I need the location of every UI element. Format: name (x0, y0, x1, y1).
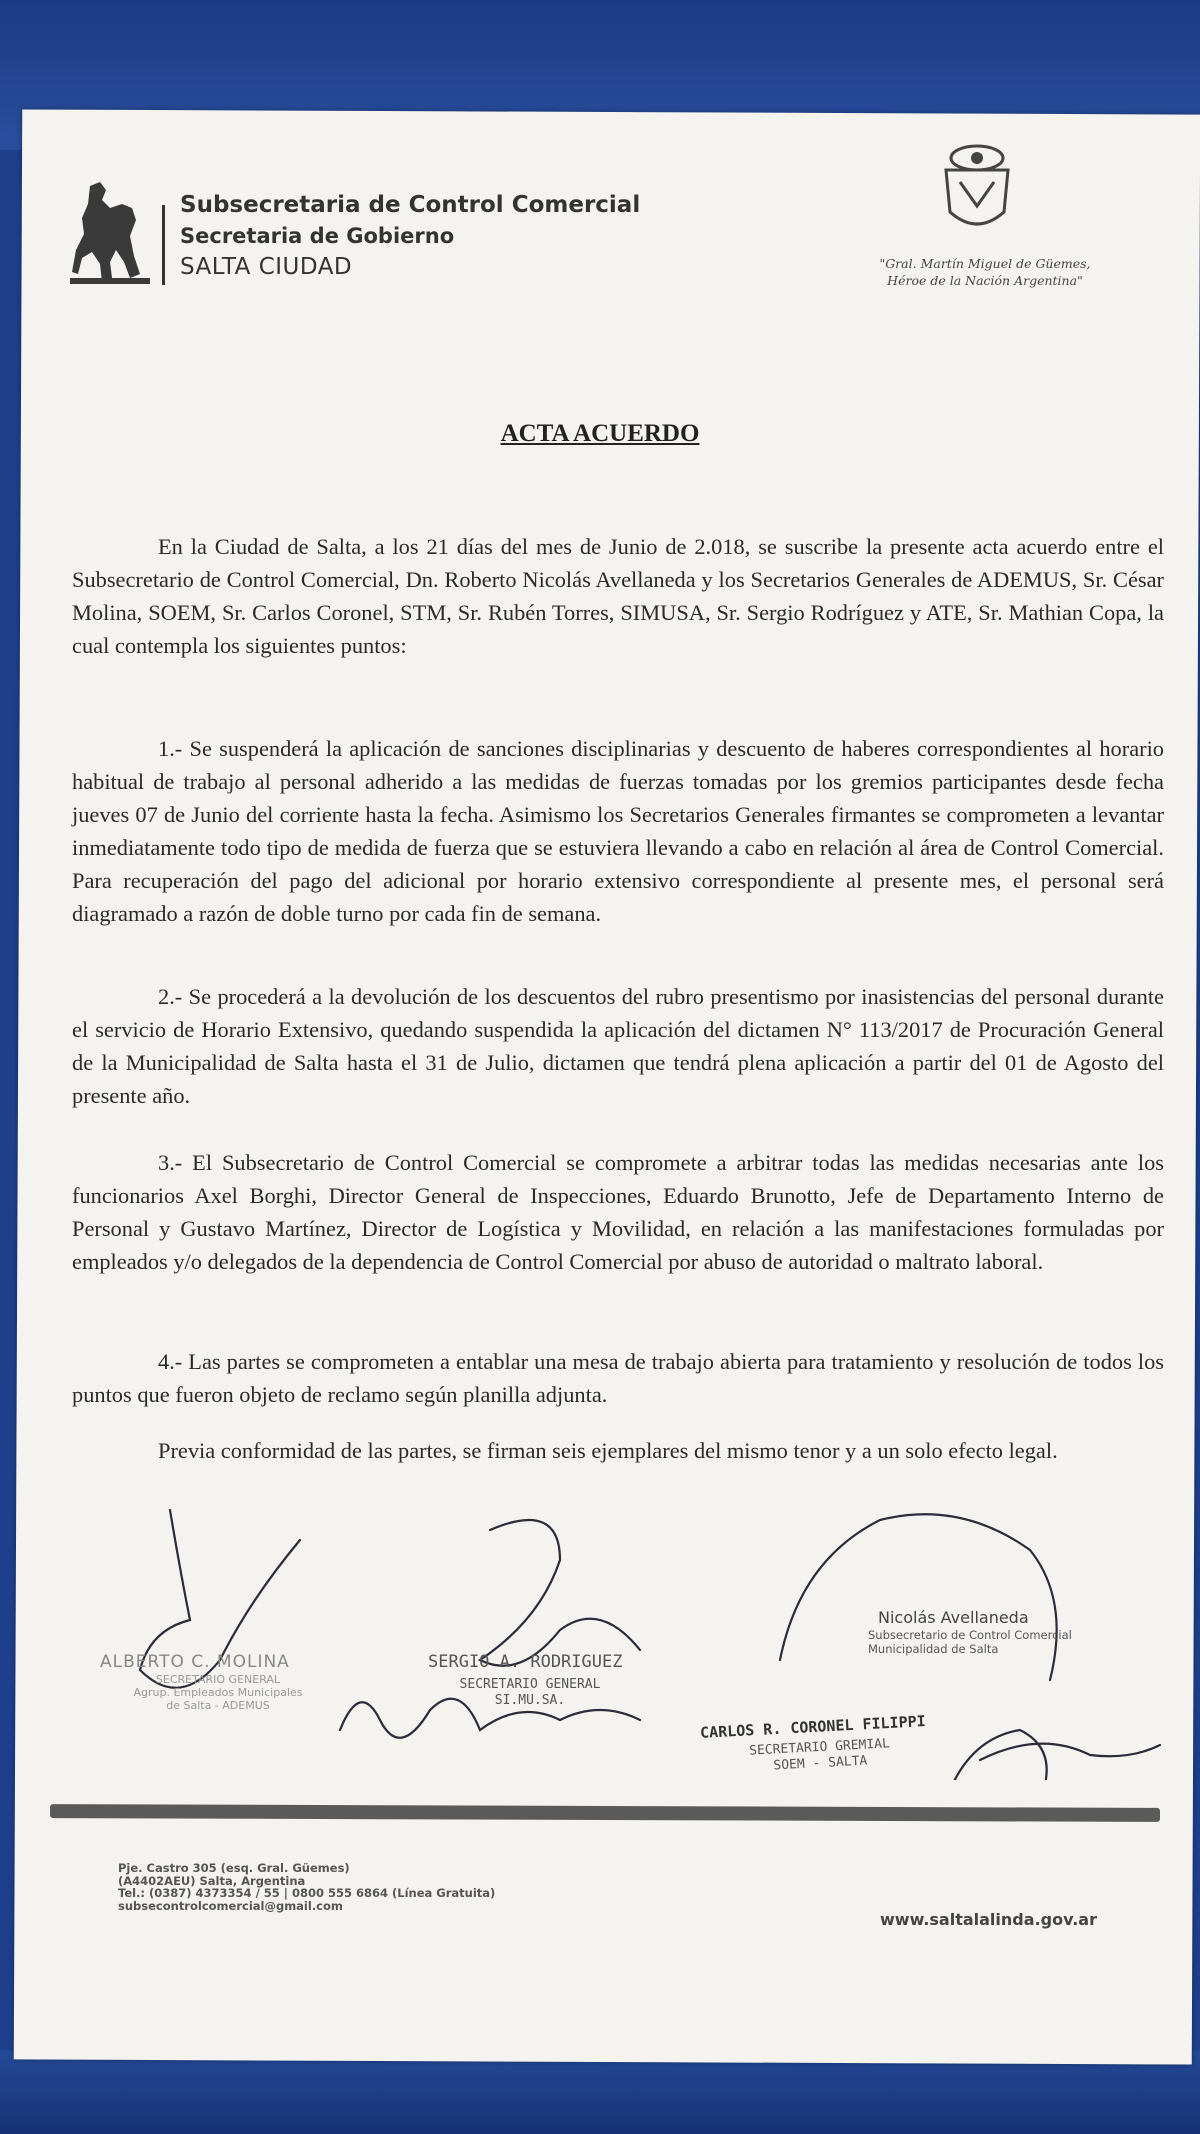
footer-address-1: Pje. Castro 305 (esq. Gral. Güemes) (118, 1861, 350, 1875)
footer-phone: Tel.: (0387) 4373354 / 55 | 0800 555 6864 (Línea Gratuita) (118, 1886, 496, 1900)
point-3-text: 3.- El Subsecretario de Control Comercial se compromete a arbitrar todas las medidas necesarias ante los funcionarios Axel Borghi, Director General de Inspecciones, Eduardo Brunotto, Jefe de Departamento Interno de Personal y Gustavo Martínez, Director de Logística y Movilidad, en relación a las manifestaciones formuladas por empleados y/o delegados de la dependencia de Control Comercial por abuso de autoridad o maltrato laboral. (72, 1150, 1164, 1274)
point-3-paragraph (72, 1146, 1164, 1278)
guemes-seal-icon (932, 136, 1022, 246)
point-4-text: 4.- Las partes se comprometen a entablar una mesa de trabajo abierta para tratamiento y resolución de todos los puntos que fueron objeto de reclamo según planilla adjunta. (72, 1349, 1164, 1407)
footer-website: www.saltalalinda.gov.ar (880, 1910, 1097, 1929)
footer-contact (118, 1862, 495, 1912)
signature-1-title-2: Agrup. Empleados Municipales (133, 1686, 303, 1699)
org-city: SALTA CIUDAD (180, 254, 353, 280)
signature-1-title-1: SECRETARIO GENERAL (155, 1673, 281, 1686)
signature-2-title-1: SECRETARIO GENERAL (459, 1677, 601, 1692)
point-2-text: 2.- Se procederá a la devolución de los descuentos del rubro presentismo por inasistencias del personal durante el servicio de Horario Extensivo, quedando suspendida la aplicación del dictamen N° 113/2017 de Procuración General de la Municipalidad de Salta hasta el 31 de Julio, dictamen que tendrá plena aplicación a partir del 01 de Agosto del presente año. (72, 984, 1164, 1108)
org-name: Subsecretaria de Control Comercial (180, 192, 641, 218)
signature-4-title-2: SOEM - SALTA (773, 1753, 868, 1774)
quote-line-1: "Gral. Martín Miguel de Güemes, (879, 256, 1091, 271)
point-1-paragraph (72, 732, 1164, 930)
footer-address-2: (A4402AEU) Salta, Argentina (118, 1873, 306, 1888)
signature-copa (980, 1744, 1160, 1760)
signature-2-name: SERGIO A. RODRIGUEZ (428, 1652, 623, 1672)
signature-3-title (868, 1628, 1108, 1656)
point-2-paragraph (72, 980, 1164, 1112)
intro-paragraph (72, 530, 1164, 662)
signature-3-title-2: Municipalidad de Salta (868, 1642, 999, 1656)
signature-2-title-2: SI.MU.SA. (494, 1693, 566, 1708)
signature-1-title-3: de Salta - ADEMUS (166, 1699, 270, 1712)
intro-text: En la Ciudad de Salta, a los 21 días del mes de Junio de 2.018, se suscribe la presente acta acuerdo entre el Subsecretario de Control Comercial, Dn. Roberto Nicolás Avellaneda y los Secretarios Generales de ADEMUS, Sr. César Molina, SOEM, Sr. Carlos Coronel, STM, Sr. Rubén Torres, SIMUSA, Sr. Sergio Rodríguez y ATE, Sr. Mathian Copa, la cual contempla los siguientes puntos: (72, 534, 1164, 658)
signature-4-name: CARLOS R. CORONEL FILIPPI (699, 1712, 927, 1742)
signature-3-title-1: Subsecretario de Control Comercial (868, 1628, 1072, 1642)
point-4-paragraph (72, 1345, 1164, 1411)
signature-4-title-1: SECRETARIO GREMIAL (748, 1736, 891, 1759)
signature-1-title (88, 1673, 348, 1712)
closing-paragraph (72, 1434, 1164, 1467)
signature-rodriguez (480, 1520, 640, 1666)
footer-email: subsecontrolcomercial@gmail.com (118, 1898, 343, 1913)
quote-line-2: Héroe de la Nación Argentina" (887, 273, 1083, 288)
gaucho-horse-logo (70, 178, 150, 288)
org-secretariat: Secretaria de Gobierno (180, 224, 455, 248)
point-1-text: 1.- Se suspenderá la aplicación de sanciones disciplinarias y descuento de haberes correspondientes al horario habitual de trabajo al personal adherido a las medidas de fuerzas tomadas por los gremios participantes desde fecha jueves 07 de Junio del corriente hasta la fecha. Asimismo los Secretarios Generales firmantes se comprometen a levantar inmediatamente todo tipo de medida de fuerza que se estuviera llevando a cabo en relación al área de Control Comercial. Para recuperación del pago del adicional por horario extensivo correspondiente al presente mes, el personal será diagramado a razón de doble turno por cada fin de semana. (72, 736, 1164, 926)
signature-3-name: Nicolás Avellaneda (878, 1608, 1029, 1627)
closing-text: Previa conformidad de las partes, se firman seis ejemplares del mismo tenor y a un solo efecto legal. (158, 1438, 1058, 1463)
document-title: ACTA ACUERDO (500, 420, 700, 447)
signature-1-name: ALBERTO C. MOLINA (100, 1652, 290, 1672)
guemes-quote (860, 255, 1110, 289)
signature-2-title (440, 1677, 620, 1709)
logo-divider (162, 205, 165, 285)
